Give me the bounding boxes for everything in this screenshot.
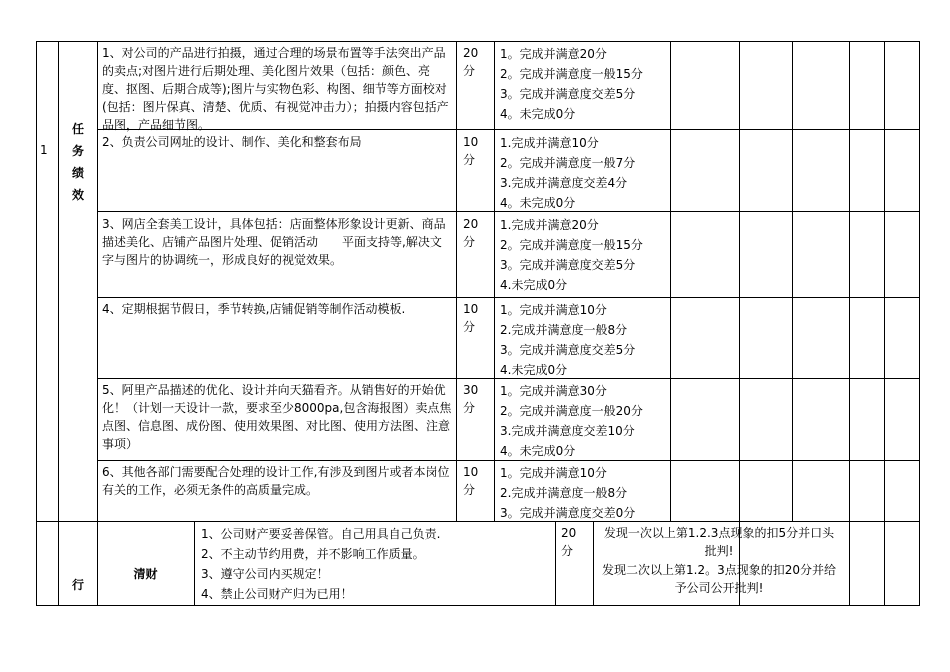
column-divider (849, 41, 850, 606)
score-unit: 分 (463, 153, 476, 167)
conduct-rules (201, 524, 440, 604)
conduct-label: 清财 (133, 567, 158, 581)
criterion-item: 1.完成并满意10分 (500, 136, 599, 150)
column-divider (555, 521, 556, 606)
criterion-item: 1。完成并满意30分 (500, 384, 607, 398)
criterion-item: 3。完成并满意度交差0分 (500, 506, 636, 520)
task-criteria (500, 381, 643, 461)
criterion-item: 4。未完成0分 (500, 444, 576, 458)
penalty-rule: 发现二次以上第1.2。3点现象的扣20分并给予公司公开批判! (602, 563, 836, 595)
task-score (463, 44, 478, 80)
score-value: 30 (463, 383, 479, 397)
criterion-item: 4。未完成0分 (500, 196, 576, 210)
criterion-item: 2.完成并满意度一般8分 (500, 323, 628, 337)
table-left-border (36, 41, 37, 606)
column-divider (456, 41, 457, 522)
score-unit: 分 (463, 401, 476, 415)
task-criteria (500, 215, 643, 295)
column-divider (884, 41, 885, 606)
criterion-item: 4.未完成0分 (500, 278, 568, 292)
penalty-rule: 发现一次以上第1.2.3点现象的扣5分并口头批判! (603, 526, 835, 558)
column-divider (792, 41, 793, 522)
criterion-item: 1。完成并满意20分 (500, 47, 607, 61)
criterion-item: 2。完成并满意度一般15分 (500, 238, 643, 252)
criterion-item: 2。完成并满意度一般20分 (500, 404, 643, 418)
task-score (463, 215, 478, 251)
criterion-item: 3.完成并满意度交差4分 (500, 176, 628, 190)
task-criteria (500, 133, 635, 213)
score-value: 10 (463, 135, 479, 149)
criterion-item: 4.未完成0分 (500, 363, 568, 377)
criterion-item: 3。完成并满意度交差5分 (500, 258, 636, 272)
task-score (463, 133, 478, 169)
column-divider (670, 41, 671, 522)
criterion-item: 2。完成并满意度一般7分 (500, 156, 636, 170)
task-criteria (500, 44, 643, 124)
category-char: 绩 (71, 166, 84, 180)
criterion-item: 1。完成并满意10分 (500, 303, 607, 317)
rule-item: 4、禁止公司财产归为已用！ (201, 587, 353, 601)
criterion-item: 4。未完成0分 (500, 107, 576, 121)
rule-item: 1、公司财产要妥善保管。自己用具自己负责. (201, 527, 441, 541)
score-unit: 分 (463, 235, 476, 249)
row-divider (97, 297, 920, 298)
section-divider (36, 521, 920, 522)
criterion-item: 3。完成并满意度交差5分 (500, 87, 636, 101)
task-description: 3、网店全套美工设计，具体包括：店面整体形象设计更新、商品描述美化、店铺产品图片处理、促销活动 平面支持等,解决文字与图片的协调统一，形成良好的视觉效果。 (102, 217, 446, 267)
table-right-border (919, 41, 920, 606)
task-description: 6、其他各部门需要配合处理的设计工作,有涉及到图片或者本岗位有关的工作，必须无条件的高质量完成。 (102, 465, 450, 497)
rule-item: 3、遵守公司内买规定！ (201, 567, 329, 581)
score-value: 20 (463, 217, 479, 231)
score-value: 10 (463, 302, 479, 316)
category-char: 效 (71, 188, 84, 202)
task-description: 2、负责公司网址的设计、制作、美化和整套布局 (102, 135, 362, 149)
task-score (463, 381, 478, 417)
score-value: 20 (463, 46, 479, 60)
criterion-item: 1.完成并满意20分 (500, 218, 599, 232)
criterion-item: 1。完成并满意10分 (500, 466, 607, 480)
criterion-item: 2.完成并满意度一般8分 (500, 486, 628, 500)
criterion-item: 2。完成并满意度一般15分 (500, 67, 643, 81)
score-unit: 分 (463, 483, 476, 497)
score-unit: 分 (463, 320, 476, 334)
task-description: 1、对公司的产品进行拍摄，通过合理的场景布置等手法突出产品的卖点;对图片进行后期处理、美化图片效果（包括：颜色、亮度、抠图、后期合成等);图片与实物色彩、构图、细节等方面校对(包括：图片保真、清楚、优质、有视觉冲击力）；拍摄内容包括产品图，产品细节图。 (102, 46, 449, 132)
category-char: 务 (71, 144, 84, 158)
column-divider (494, 41, 495, 522)
task-score (463, 300, 478, 336)
category-label (58, 118, 98, 206)
row-number: 1 (40, 143, 48, 157)
score-value: 20 (561, 526, 577, 540)
task-description: 4、定期根据节假日，季节转换,店铺促销等制作活动模板. (102, 302, 406, 316)
column-divider (593, 521, 594, 606)
score-unit: 分 (463, 64, 476, 78)
task-description: 5、阿里产品描述的优化、设计并向天猫看齐。从销售好的开始优化！（计划一天设计一款，要求至少8000pa,包含海报图）卖点焦点图、信息图、成份图、使用效果图、对比图、使用方法图、注意事项） (102, 383, 452, 451)
conduct-score (561, 524, 576, 560)
column-divider (194, 521, 195, 606)
column-divider (739, 41, 740, 606)
criterion-item: 3。完成并满意度交差5分 (500, 343, 636, 357)
table-bottom-border (36, 605, 920, 606)
task-criteria (500, 463, 635, 523)
task-score (463, 463, 478, 499)
criterion-item: 3.完成并满意度交差10分 (500, 424, 635, 438)
conduct-category: 行 (71, 578, 84, 592)
category-char: 任 (71, 122, 84, 136)
task-criteria (500, 300, 635, 380)
rule-item: 2、不主动节约用费，并不影响工作质量。 (201, 547, 425, 561)
score-value: 10 (463, 465, 479, 479)
table-top-border (36, 41, 920, 42)
score-unit: 分 (561, 544, 574, 558)
